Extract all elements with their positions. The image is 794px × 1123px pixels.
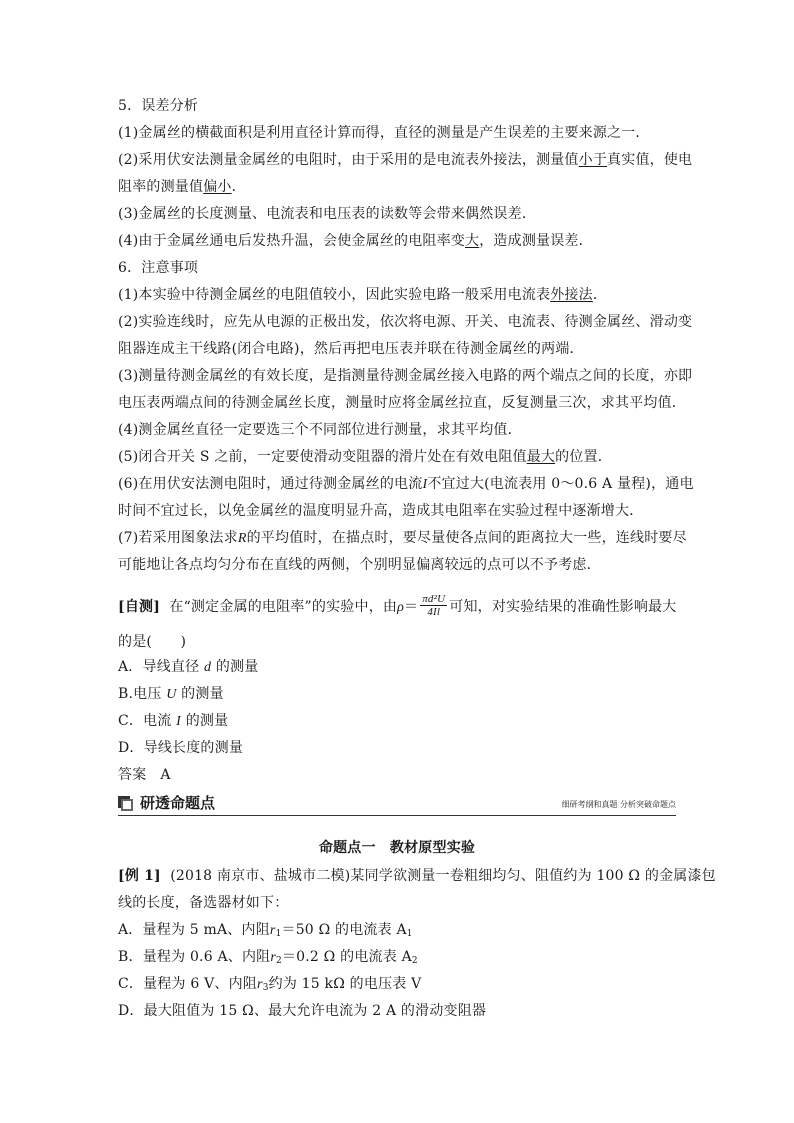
section-banner [118,793,676,816]
self-test-option-a [118,657,676,678]
variable: r [269,923,276,938]
variable: U [166,687,177,702]
example-1-line-1 [118,866,716,886]
text-segment: 线的长度，备选器材如下： [118,895,289,911]
equals-sign: ＝ [404,599,419,615]
paragraph-text: (4)测金属丝直径一定要选三个不同部位进行测量，求其平均值． [118,422,522,438]
example-1-line-2 [118,893,676,913]
variable: r [270,950,277,965]
notes-heading [118,258,676,278]
variable: R [237,531,247,546]
subscript: 1 [406,929,413,939]
book-stack-icon [118,796,133,811]
underlined-answer: 小于 [578,152,608,168]
text-segment: 电压表两端点间的待测金属丝长度，测量时应将金属丝拉直，反复测量三次，求其平均值． [118,395,686,411]
equipment-option-a [118,920,676,941]
text-segment: C．电流 [118,713,172,729]
error-analysis-heading [118,96,676,116]
answer-value: A [160,767,171,783]
heading-text: 命题点一 教材原型实验 [318,840,476,856]
underlined-answer: 外接法 [550,287,593,303]
underlined-answer: 偏小 [203,179,232,195]
subscript: 2 [276,956,282,966]
text-segment: ． [592,287,608,303]
variable: I [176,714,182,729]
subscript: 2 [411,956,418,966]
text-segment: D．最大阻值为 15 Ω、最大允许电流为 2 A 的滑动变阻器 [118,1003,487,1019]
variable: ρ [397,600,405,615]
notes-item-3-cont [118,393,686,413]
notes-item-3 [118,366,693,386]
text-segment: B.电压 [118,686,162,702]
text-segment: 阻器连成主干线路(闭合电路)，然后再把电压表并联在待测金属丝的两端． [118,341,584,357]
text-segment: 的是( ) [118,634,187,650]
text-segment: 的位置． [555,449,612,465]
text-segment: (4)由于金属丝通电后发热升温，会使金属丝的电阻率变 [118,233,466,249]
error-analysis-item-1 [118,123,676,143]
text-segment: 可知，对实验结果的准确性影响最大 [449,599,677,615]
text-segment: D．导线长度的测量 [118,740,244,756]
error-analysis-item-2 [118,150,693,170]
variable: I [422,477,428,492]
self-test-answer [118,765,676,785]
text-segment: ＝50 Ω 的电流表 A [281,922,407,938]
example-tag: [例 1] [118,868,161,884]
notes-item-4 [118,420,676,440]
text-segment: 约为 15 kΩ 的电压表 V [268,976,422,992]
variable: d [203,660,212,675]
text-segment: ＝0.2 Ω 的电流表 A [281,949,412,965]
notes-item-2 [118,312,693,332]
text-segment: (2018 南京市、盐城市二模)某同学欲测量一卷粗细均匀、阻值约为 100 Ω 的金属漆包 [170,868,716,884]
underlined-answer: 大 [465,233,480,249]
banner-title: 研透命题点 [140,794,216,812]
resistivity-formula [420,593,447,618]
text-segment: 时间不宜过长，以免金属丝的温度明显升高，造成其电阻率在实验过程中逐渐增大． [118,503,644,519]
banner-subtitle: 细研考纲和真题 分析突破命题点 [561,800,676,809]
text-segment: 可能地让各点均匀分布在直线的两侧，个别明显偏离较远的点可以不予考虑． [118,557,601,573]
subscript: 3 [262,983,269,993]
error-analysis-item-3 [118,204,676,224]
text-segment: 不宜过大(电流表用 0～0.6 A 量程)，通电 [427,476,694,492]
text-segment: 的测量 [185,713,229,729]
paragraph-text: (1)金属丝的横截面积是利用直径计算而得，直径的测量是产生误差的主要来源之一． [118,125,650,141]
self-test-question [118,592,676,622]
text-segment: 真实值，使电 [607,152,693,168]
text-segment: (7)若采用图象法求 [118,530,238,546]
text-segment: (1)本实验中待测金属丝的电阻值较小，因此实验电路一般采用电流表 [118,287,551,303]
error-analysis-item-2-cont [118,177,676,197]
text-segment: C．量程为 6 V、内阻 [118,976,258,992]
topic-title [0,838,794,858]
notes-item-7 [118,528,687,549]
text-segment: 的测量 [215,659,259,675]
text-segment: ，造成测量误差． [479,233,593,249]
text-segment: (5)闭合开关 S 之前，一定要使滑动变阻器的滑片处在有效电阻值 [118,449,527,465]
notes-item-6-cont [118,501,676,521]
text-segment: 的平均值时，在描点时，要尽量使各点间的距离拉大一些，连线时要尽 [246,530,687,546]
notes-item-2-cont [118,339,676,359]
text-segment: A．导线直径 [118,659,200,675]
variable: r [257,977,263,992]
equipment-option-d [118,1001,676,1021]
heading-text: 5．误差分析 [118,98,199,114]
paragraph-text: (3)金属丝的长度测量、电流表和电压表的读数等会带来偶然误差． [118,206,537,222]
text-segment: 的测量 [181,686,224,702]
answer-label: 答案 [118,767,147,783]
error-analysis-item-4 [118,231,676,251]
text-segment: ． [231,179,246,195]
text-segment: 阻率的测量值 [118,179,204,195]
text-segment: (2)采用伏安法测量金属丝的电阻时，由于采用的是电流表外接法，测量值 [118,152,579,168]
equipment-option-c [118,974,676,995]
text-segment: A．量程为 5 mA、内阻 [118,922,270,938]
notes-item-1 [118,285,676,305]
self-test-tag: [自测] [118,599,161,615]
formula-denominator: 4Il [427,605,441,618]
notes-item-5 [118,447,676,467]
text-segment: (6)在用伏安法测电阻时，通过待测金属丝的电流 [118,476,423,492]
self-test-question-cont [118,632,676,652]
notes-item-6 [118,474,694,495]
equipment-option-b [118,947,676,968]
formula-numerator: πd²U [422,592,446,605]
notes-item-7-cont [118,555,676,575]
text-segment: B．量程为 0.6 A、内阻 [118,949,271,965]
self-test-option-c [118,711,676,732]
self-test-option-b [118,684,676,705]
text-segment: (2)实验连线时，应先从电源的正极出发，依次将电源、开关、电流表、待测金属丝、滑动变 [118,314,693,330]
text-segment: 在“测定金属的电阻率”的实验中，由 [169,599,398,615]
self-test-option-d [118,738,676,758]
text-segment: (3)测量待测金属丝的有效长度，是指测量待测金属丝接入电路的两个端点之间的长度，亦即 [118,368,693,384]
heading-text: 6．注意事项 [118,260,199,276]
subscript: 1 [275,929,282,939]
underlined-answer: 最大 [526,449,556,465]
